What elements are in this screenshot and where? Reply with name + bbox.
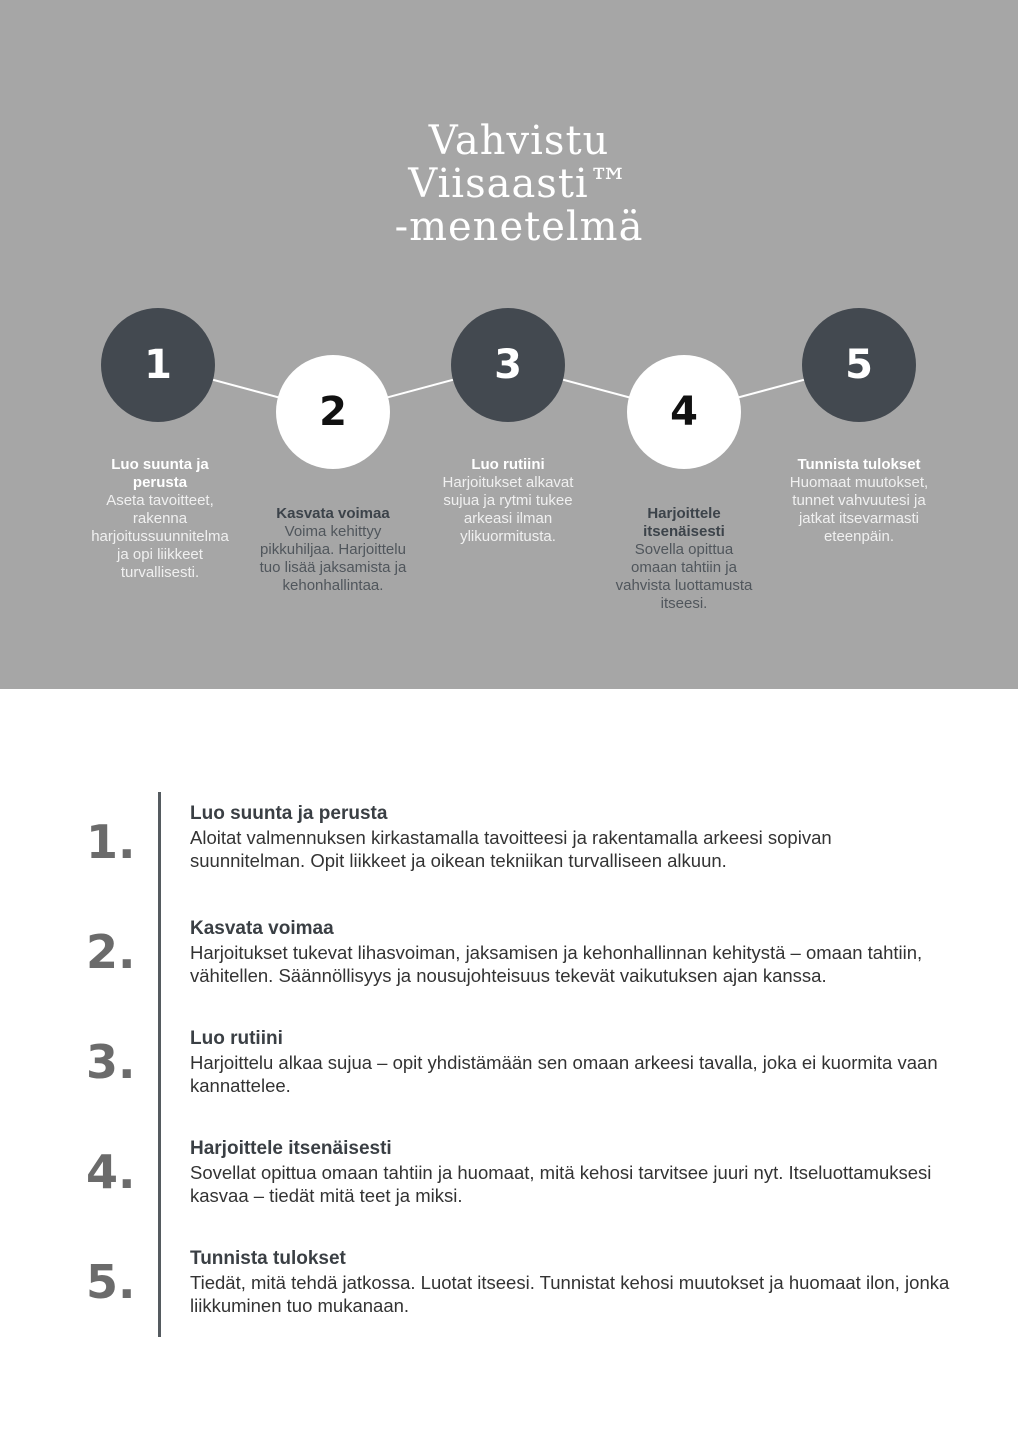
step-circle-4: 4 <box>627 355 741 469</box>
step-title: Luo rutiini <box>471 456 545 473</box>
detail-title: Kasvata voimaa <box>190 918 334 939</box>
step-desc: Harjoitukset alkavat sujua ja rytmi tukee arkeasi ilman ylikuormitusta. <box>442 474 574 545</box>
step-circle-2: 2 <box>276 355 390 469</box>
detail-title: Luo rutiini <box>190 1028 283 1049</box>
detail-item-4 <box>190 1137 950 1207</box>
detail-number: 5. <box>86 1255 136 1309</box>
step-text-1 <box>85 456 235 582</box>
detail-text: Aloitat valmennuksen kirkastamalla tavoitteesi ja rakentamalla arkeesi sopivan suunnitelman. Opit liikkeet ja oikean tekniikan turvalliseen alkuun. <box>190 827 832 871</box>
step-text-3 <box>433 456 583 546</box>
detail-text: Sovellat opittua omaan tahtiin ja huomaat, mitä kehosi tarvitsee juuri nyt. Itseluottamuksesi kasvaa – tiedät mitä teet ja miksi. <box>190 1162 932 1206</box>
detail-text: Tiedät, mitä tehdä jatkossa. Luotat itseesi. Tunnistat kehosi muutokset ja huomaat ilon, jonka liikkuminen tuo mukanaan. <box>190 1272 950 1316</box>
detail-number: 3. <box>86 1035 136 1089</box>
step-circle-5: 5 <box>802 308 916 422</box>
detail-item-1 <box>190 802 950 872</box>
title-line: -menetelmä <box>394 204 644 250</box>
detail-number: 1. <box>86 815 136 869</box>
detail-item-3 <box>190 1027 950 1097</box>
divider-line <box>158 792 161 1337</box>
detail-text: Harjoittelu alkaa sujua – opit yhdistämään sen omaan arkeesi tavalla, joka ei kuormita vaan kannattelee. <box>190 1052 938 1096</box>
step-title: Kasvata voimaa <box>276 505 390 522</box>
step-circle-3: 3 <box>451 308 565 422</box>
step-text-2 <box>258 505 408 595</box>
step-title: Harjoittele itsenäisesti <box>643 505 725 540</box>
detail-number: 2. <box>86 925 136 979</box>
detail-text: Harjoitukset tukevat lihasvoiman, jaksamisen ja kehonhallinnan kehitystä – omaan tahtiin, vähitellen. Säännöllisyys ja nousujohteisuus tekevät vaikutuksen ajan kanssa. <box>190 942 923 986</box>
detail-title: Tunnista tulokset <box>190 1248 346 1269</box>
step-desc: Huomaat muutokset, tunnet vahvuutesi ja jatkat itsevarmasti eteenpäin. <box>789 474 929 545</box>
step-text-5 <box>784 456 934 546</box>
detail-item-2 <box>190 917 950 987</box>
detail-title: Luo suunta ja perusta <box>190 803 388 824</box>
detail-item-5 <box>190 1247 950 1317</box>
step-text-4 <box>614 505 754 613</box>
step-desc: Sovella opittua omaan tahtiin ja vahvista luottamusta itseesi. <box>615 541 753 612</box>
detail-title: Harjoittele itsenäisesti <box>190 1138 392 1159</box>
detail-number: 4. <box>86 1145 136 1199</box>
step-title: Tunnista tulokset <box>797 456 921 473</box>
step-circle-1: 1 <box>101 308 215 422</box>
step-desc: Voima kehittyy pikkuhiljaa. Harjoittelu tuo lisää jaksamista ja kehonhallintaa. <box>259 523 407 594</box>
step-title: Luo suunta ja perusta <box>111 456 209 491</box>
title-line: Viisaasti™ <box>408 161 630 207</box>
title-line: Vahvistu <box>428 118 610 164</box>
step-desc: Aseta tavoitteet, rakenna harjoitussuunnitelma ja opi liikkeet turvallisesti. <box>91 492 229 581</box>
